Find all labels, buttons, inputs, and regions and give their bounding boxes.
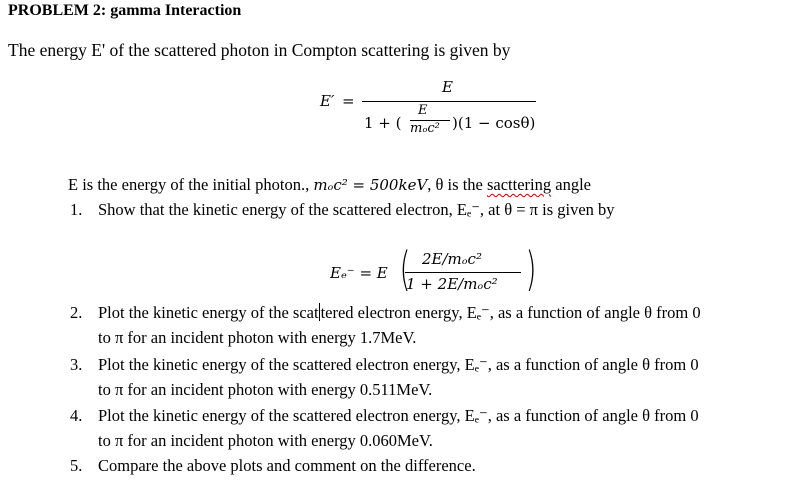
item-2-number: 2. bbox=[70, 303, 83, 322]
item-4-line1: Plot the kinetic energy of the scattered electron energy, Eₑ⁻, as a function of angle θ from 0 bbox=[98, 406, 699, 425]
item-2-line1-b: tered electron energy, Eₑ⁻, as a function of angle θ from 0 bbox=[320, 303, 701, 322]
definitions-part1: E is the energy of the initial photon., bbox=[68, 175, 314, 194]
eq2-right-paren: ) bbox=[525, 242, 537, 296]
definitions-line bbox=[68, 175, 591, 195]
eq2-left-paren: ( bbox=[399, 242, 411, 296]
item-2-line1-a: Plot the kinetic energy of the scat bbox=[98, 303, 319, 322]
item-4-number: 4. bbox=[70, 406, 83, 425]
item-3-number: 3. bbox=[70, 355, 83, 374]
intro-text: The energy E' of the scattered photon in Compton scattering is given by bbox=[8, 40, 511, 60]
item-1-text: Show that the kinetic energy of the scattered electron, Eₑ⁻, at θ = π is given by bbox=[98, 200, 615, 219]
eq2-numerator: 2E/mₒc² bbox=[422, 250, 482, 268]
item-2-line1 bbox=[98, 303, 701, 323]
definitions-part2: , θ is the bbox=[427, 175, 487, 194]
definitions-math: mₒc² = 500keV bbox=[313, 176, 428, 194]
item-3-line2: to π for an incident photon with energy 0.511MeV. bbox=[98, 380, 433, 399]
eq1-lhs: E′ bbox=[320, 92, 335, 110]
eq1-numerator: E bbox=[442, 78, 453, 96]
misspelled-word: sacttering bbox=[486, 175, 552, 194]
item-1-number: 1. bbox=[70, 200, 83, 219]
eq1-fraction-bar bbox=[362, 101, 536, 102]
eq2-denominator: 1 + 2E/mₒc² bbox=[406, 275, 498, 293]
definitions-part3: angle bbox=[551, 175, 591, 194]
eq2-fraction-bar bbox=[405, 272, 521, 273]
item-5-line1: Compare the above plots and comment on the difference. bbox=[98, 456, 476, 475]
item-4-line2: to π for an incident photon with energy 0.060MeV. bbox=[98, 431, 433, 450]
eq2-lhs: Eₑ⁻ = E bbox=[330, 264, 388, 282]
eq1-denominator-prefix: 1 + ( bbox=[364, 114, 402, 132]
eq1-inner-denominator: mₒc² bbox=[410, 121, 440, 136]
eq1-denominator-suffix: )(1 − cosθ) bbox=[452, 114, 536, 132]
eq1-equals: = bbox=[342, 92, 355, 110]
eq1-inner-numerator: E bbox=[418, 103, 428, 118]
item-2-line2: to π for an incident photon with energy 1.7MeV. bbox=[98, 328, 417, 347]
problem-title: PROBLEM 2: gamma Interaction bbox=[8, 2, 242, 19]
item-3-line1: Plot the kinetic energy of the scattered electron energy, Eₑ⁻, as a function of angle θ from 0 bbox=[98, 355, 699, 374]
item-5-number: 5. bbox=[70, 456, 83, 475]
